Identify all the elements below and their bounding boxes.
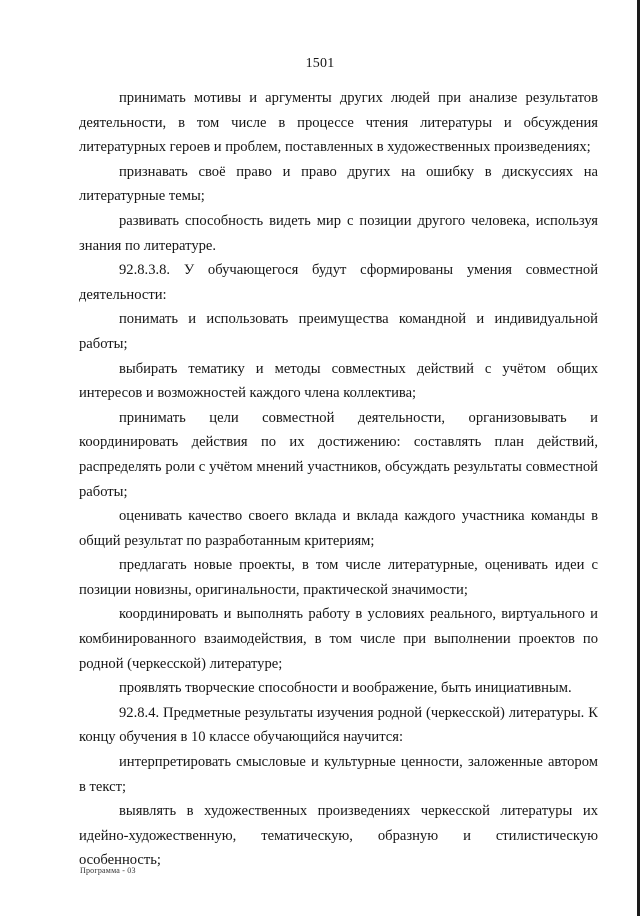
paragraph: понимать и использовать преимущества командной и индивидуальной работы;	[79, 311, 598, 352]
paragraph: принимать мотивы и аргументы других людей при анализе результатов деятельности, в том числе в процессе чтения литературы и обсуждения литературных героев и проблем, поставленных в художественных произведениях;	[79, 90, 598, 156]
page-footer: Программа - 03	[80, 866, 136, 875]
paragraph: координировать и выполнять работу в условиях реального, виртуального и комбинированного взаимодействия, в том числе при выполнении проектов по родной (черкесской) литературе;	[79, 606, 598, 672]
paragraph: проявлять творческие способности и воображение, быть инициативным.	[119, 680, 572, 697]
paragraph: признавать своё право и право других на ошибку в дискуссиях на литературные темы;	[79, 163, 598, 205]
document-body	[79, 86, 598, 873]
paragraph: предлагать новые проекты, в том числе литературные, оценивать идеи с позиции новизны, оригинальности, практической значимости;	[79, 557, 598, 598]
paragraph: интерпретировать смысловые и культурные ценности, заложенные автором в текст;	[79, 754, 598, 795]
page-number: 1501	[305, 56, 335, 71]
paragraph: принимать цели совместной деятельности, организовывать и координировать действия по их достижению: составлять план действий, распределять роли с учётом мнений участников, обсуждать результаты совместной работы;	[79, 409, 598, 500]
section-heading-paragraph: 92.8.3.8. У обучающегося будут сформированы умения совместной деятельности:	[79, 262, 598, 303]
paragraph: выбирать тематику и методы совместных действий с учётом общих интересов и возможностей каждого члена коллектива;	[79, 360, 598, 402]
section-heading-paragraph: 92.8.4. Предметные результаты изучения родной (черкесской) литературы. К концу обучения в 10 классе обучающийся научится:	[79, 704, 598, 746]
paragraph: выявлять в художественных произведениях черкесской литературы их идейно-художественную, тематическую, образную и стилистическую особенность;	[79, 803, 598, 869]
paragraph: развивать способность видеть мир с позиции другого человека, используя знания по литературе.	[79, 212, 598, 254]
paragraph: оценивать качество своего вклада и вклада каждого участника команды в общий результат по разработанным критериям;	[79, 508, 598, 549]
